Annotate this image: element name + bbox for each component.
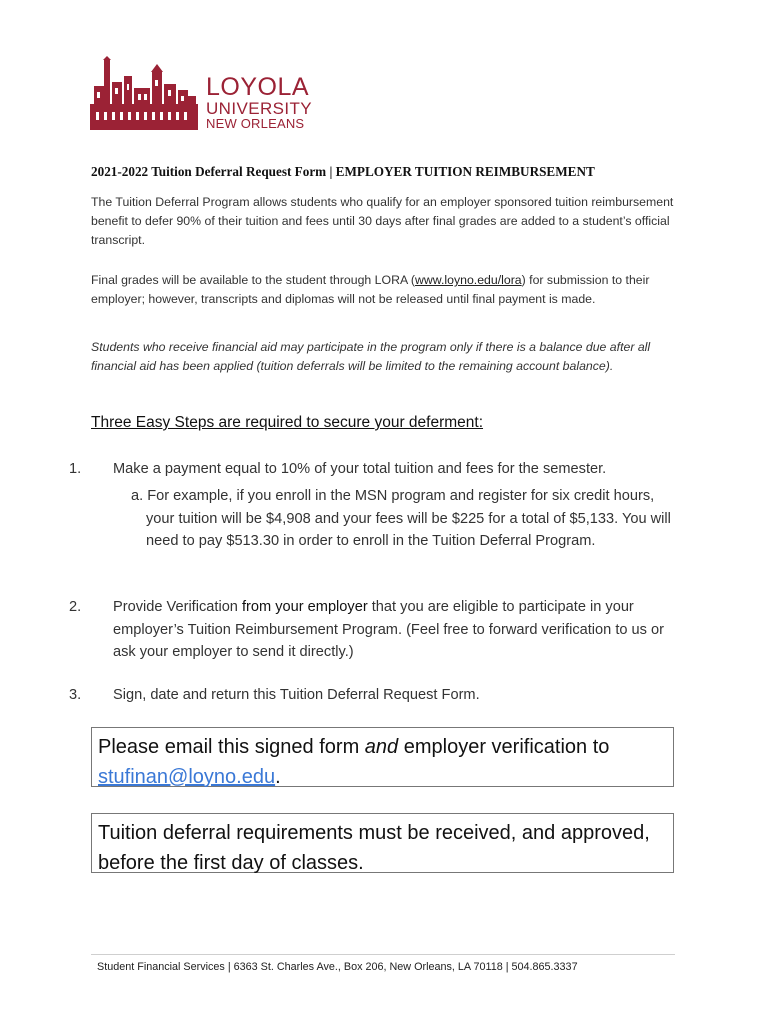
step-2-text-start: Provide Verification [113,599,242,615]
financial-aid-note: Students who receive financial aid may participate in the program only if there is a balance due after all financial aid has been applied (tuition deferrals will be limited to the remaining account balance). [91,340,651,373]
step-1a-text: For example, if you enroll in the MSN program and register for six credit hours, your tuition will be $4,908 and your fees will be $225 for a total of $5,133. You will need to pay $513.30 in order to enroll in the Tuition Deferral Program. [146,488,671,549]
intro-paragraph-2-end: ) for submission to their employer; however, transcripts and diplomas will not be released until final payment is made. [91,273,650,306]
form-title: 2021-2022 Tuition Deferral Request Form | EMPLOYER TUITION REIMBURSEMENT [91,164,595,179]
building-icon [88,56,200,132]
logo-line-new-orleans: NEW ORLEANS [206,116,305,131]
footer-contact: Student Financial Services | 6363 St. Charles Ave., Box 206, New Orleans, LA 70118 | 504.865.3337 [97,961,578,973]
step-1-number: 1. [69,461,82,477]
logo-wordmark [206,74,312,131]
intro-paragraph-2-start: Final grades will be available to the student through LORA ( [91,273,416,287]
step-2-number: 2. [69,599,82,615]
step-3-text: Sign, date and return this Tuition Deferral Request Form. [113,687,480,703]
email-notice-italic: and [364,736,399,758]
step-1 [69,458,691,481]
deadline-notice-text: Tuition deferral requirements must be received, and approved, before the first day of classes. [98,822,650,874]
email-link[interactable]: stufinan@loyno.edu [98,766,276,788]
step-2-emphasis: from your employer [241,599,368,615]
email-notice-period: . [275,766,281,788]
loyola-logo [88,56,328,134]
deadline-notice-box [91,813,674,873]
footer-divider [91,954,675,955]
email-notice-text-end: employer verification to [398,736,610,758]
logo-line-loyola: LOYOLA [206,73,310,101]
step-2 [69,596,681,664]
intro-paragraph-1: The Tuition Deferral Program allows students who qualify for an employer sponsored tuition reimbursement benefit to defer 90% of their tuition and fees until 30 days after final grades are added to a student’s official transcript. [91,195,674,247]
step-1a [131,485,676,553]
logo-line-university: UNIVERSITY [206,99,313,118]
step-2-text-end: that you are eligible to participate in your employer’s Tuition Reimbursement Program. (Feel free to forward verification to us or ask your employer to send it directly.) [113,599,664,660]
steps-heading: Three Easy Steps are required to secure your deferment: [91,414,484,431]
email-notice-text-start: Please email this signed form [98,736,365,758]
intro-paragraph-2 [91,271,676,309]
step-3 [69,684,681,707]
step-1-text: Make a payment equal to 10% of your total tuition and fees for the semester. [113,461,607,477]
step-3-number: 3. [69,687,82,703]
lora-link[interactable]: www.loyno.edu/lora [415,273,522,287]
email-notice-box [91,727,674,787]
step-1a-letter: a. [131,488,144,504]
